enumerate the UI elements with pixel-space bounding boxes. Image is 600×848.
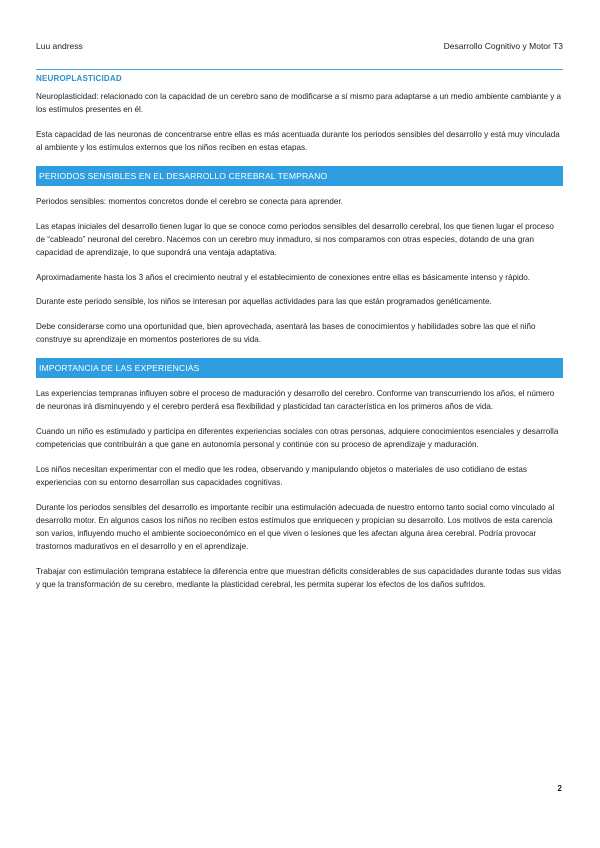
header-author: Luu andress	[36, 41, 83, 51]
paragraph: Las experiencias tempranas influyen sobre el proceso de maduración y desarrollo del cerebro. Conforme van transcurriendo los años, el número de neuronas irá disminuyendo y el cerebro perderá esa flexibilidad y plasticidad tan característica en los primeros años de vida.	[36, 388, 555, 412]
paragraph: Debe considerarse como una oportunidad que, bien aprovechada, asentará las bases de conocimientos y habilidades sobre las que el niño construye su aprendizaje en momentos posteriores de su vida.	[36, 322, 536, 345]
paragraph: Durante los periodos sensibles del desarrollo es importante recibir una estimulación adecuada de nuestro entorno tanto social como vinculado al desarrollo motor. En algunos casos los niños no reciben estos estímulos que enriquecen y propician su desarrollo. Los motivos de esta carencia son varios, influyendo mucho el ambiente socioeconómico en el que viven o lesiones que les afectan alguna área cerebral. Podría provocar trastornos madurativos en el desarrollo y en el aprendizaje.	[36, 502, 555, 552]
section-periodos-sensibles	[36, 166, 563, 347]
paragraph: Esta capacidad de las neuronas de concentrarse entre ellas es más acentuada durante los periodos sensibles del desarrollo y está muy vinculada al ambiente y los estímulos externos que los niños reciben en estas etapas.	[36, 129, 560, 153]
paragraph: Neuroplasticidad: relacionado con la capacidad de un cerebro sano de modificarse a sí mismo para adaptarse a un medio ambiente cambiante y a los estímulos presentes en él.	[36, 92, 562, 115]
section-heading-band: IMPORTANCIA DE LAS EXPERIENCIAS	[36, 358, 563, 378]
page-header	[36, 41, 563, 55]
header-divider	[36, 69, 563, 70]
paragraph: Las etapas iniciales del desarrollo tienen lugar lo que se conoce como periodos sensibles del desarrollo cerebral, los que tienen lugar el proceso de “cableado” neuronal del cerebro. Nacemos con un cerebro muy inmaduro, si nos comparamos con otras especies, dotando de una gran capacidad de aprendizaje, lo que supondrá una ventaja adaptativa.	[36, 221, 554, 257]
header-course-title: Desarrollo Cognitivo y Motor T3	[443, 41, 563, 51]
paragraph: Durante este periodo sensible, los niños se interesan por aquellas actividades para las que están programados genéticamente.	[36, 297, 492, 307]
page-content	[36, 74, 563, 603]
section-heading: NEUROPLASTICIDAD	[36, 74, 122, 83]
paragraph: Cuando un niño es estimulado y participa en diferentes experiencias sociales con otras personas, adquiere conocimientos esenciales y desarrolla competencias que contribuirán a que gane en autonomía personal y continúe con su proceso de aprendizaje y maduración.	[36, 426, 559, 450]
paragraph: Aproximadamente hasta los 3 años el crecimiento neutral y el establecimiento de conexiones entre ellas es básicamente intenso y rápido.	[36, 272, 530, 282]
section-neuroplasticidad	[36, 74, 563, 154]
page-number: 2	[557, 784, 562, 793]
section-importancia-experiencias	[36, 358, 563, 591]
paragraph: Trabajar con estimulación temprana establece la diferencia entre que muestran déficits considerables de sus capacidades durante todas sus vidas y que la transformación de su cerebro, mediante la plasticidad cerebral, les permita superar los efectos de los daños sufridos.	[36, 566, 562, 590]
section-heading-band: PERIODOS SENSIBLES EN EL DESARROLLO CEREBRAL TEMPRANO	[36, 166, 563, 186]
paragraph: Los niños necesitan experimentar con el medio que les rodea, observando y manipulando objetos o materiales de uso cotidiano de estas experiencias con su entorno desarrollan sus capacidades cognitivas.	[36, 464, 527, 487]
paragraph: Periodos sensibles: momentos concretos donde el cerebro se conecta para aprender.	[36, 196, 343, 206]
